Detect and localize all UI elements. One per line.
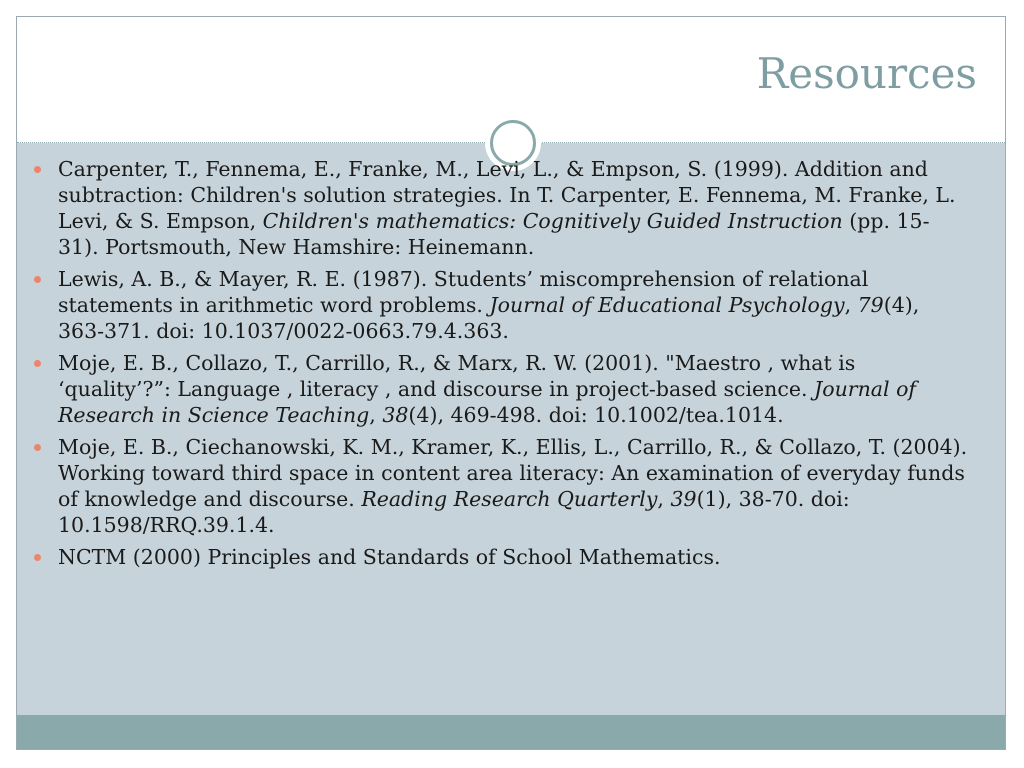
slide-title: Resources <box>756 49 977 98</box>
reference-text <box>58 435 967 537</box>
dot-bullet-icon <box>34 554 41 561</box>
dot-bullet-icon <box>34 444 41 451</box>
reference-italic-segment: Journal of Research in Science Teaching <box>58 377 917 427</box>
reference-segment: Lewis, A. B., & Mayer, R. E. (1987). Students’ miscomprehension of relational statements in arithmetic word problems. <box>58 267 869 317</box>
reference-segment: Moje, E. B., Ciechanowski, K. M., Kramer, K., Ellis, L., Carrillo, R., & Collazo, T. (2004). Working toward third space in content area literacy: An examination of everyday funds of knowledge and discourse. <box>58 435 968 511</box>
reference-italic-segment: Reading Research Quarterly <box>361 487 658 511</box>
reference-segment: Moje, E. B., Collazo, T., Carrillo, R., & Marx, R. W. (2001). "Maestro , what is ‘quality’?”: Language , literacy , and discourse in project-based science. <box>58 351 856 401</box>
reference-italic-segment: Journal of Educational Psychology <box>489 293 845 317</box>
reference-segment: (pp. 15-31). Portsmouth, New Hamshire: Heinemann. <box>58 209 930 259</box>
reference-segment: , <box>844 293 858 317</box>
reference-segment: NCTM (2000) Principles and Standards of School Mathematics. <box>58 545 721 569</box>
reference-italic-segment: Children's mathematics: Cognitively Guided Instruction <box>262 209 843 233</box>
reference-segment: , <box>657 487 671 511</box>
reference-item <box>34 544 968 570</box>
reference-segment: Carpenter, T., Fennema, E., Franke, M., Levi, L., & Empson, S. (1999). Addition and subtraction: Children's solution strategies. In T. Carpenter, E. Fennema, M. Franke, L. Levi, & S. Empson, <box>58 157 956 233</box>
footer-bar <box>17 715 1005 749</box>
reference-italic-segment: 39 <box>670 487 697 511</box>
reference-italic-segment: 79 <box>857 293 884 317</box>
reference-text <box>58 267 919 343</box>
reference-item <box>34 434 968 538</box>
reference-segment: (4), 469-498. doi: 10.1002/tea.1014. <box>408 403 784 427</box>
reference-segment: (1), 38-70. doi: 10.1598/RRQ.39.1.4. <box>58 487 850 537</box>
reference-text <box>58 545 721 569</box>
reference-segment: , <box>369 403 383 427</box>
dot-bullet-icon <box>34 360 41 367</box>
dot-bullet-icon <box>34 276 41 283</box>
reference-item <box>34 156 968 260</box>
reference-text <box>58 157 956 259</box>
reference-segment: (4), 363-371. doi: 10.1037/0022-0663.79.4.363. <box>58 293 920 343</box>
dot-bullet-icon <box>34 166 41 173</box>
reference-item <box>34 350 968 428</box>
reference-item <box>34 266 968 344</box>
reference-text <box>58 351 916 427</box>
reference-list <box>34 156 968 576</box>
reference-italic-segment: 38 <box>382 403 409 427</box>
